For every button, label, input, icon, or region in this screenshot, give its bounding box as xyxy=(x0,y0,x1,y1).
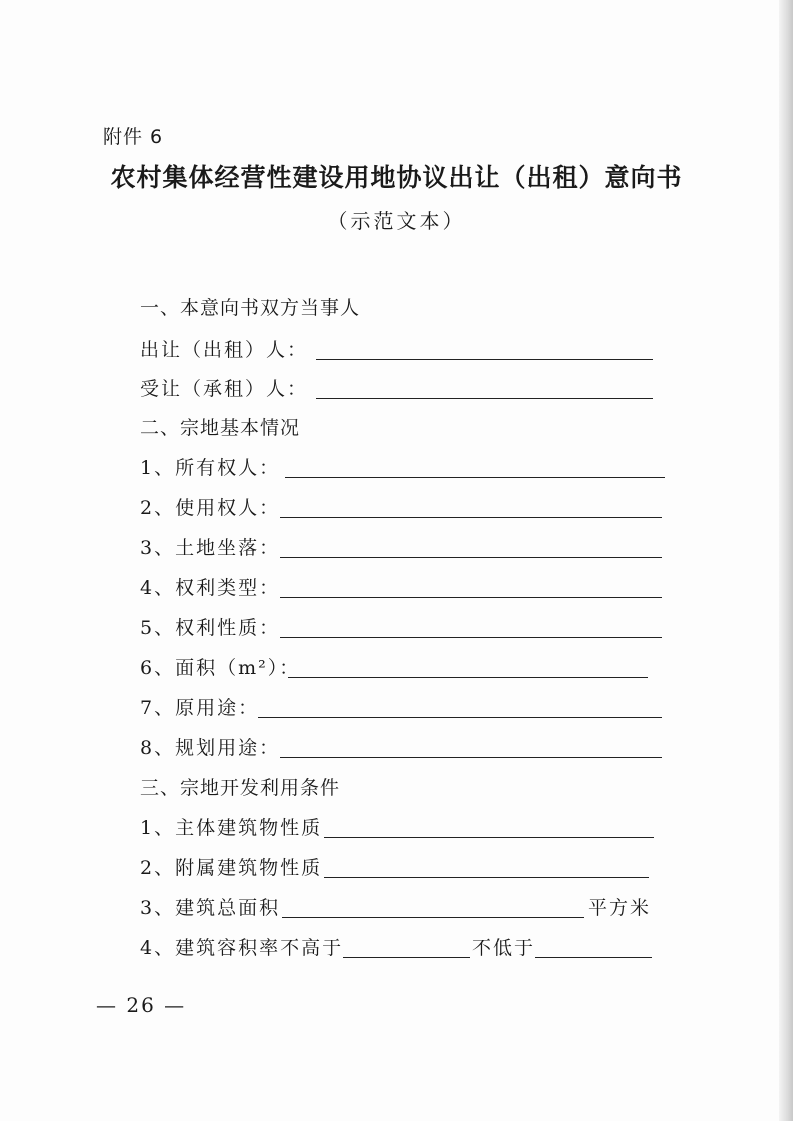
document-title: 农村集体经营性建设用地协议出让（出租）意向书 xyxy=(110,163,683,192)
page-number: — 26 — xyxy=(96,993,187,1017)
main-building-input-line[interactable] xyxy=(324,837,654,838)
plot-ratio-max-input-line[interactable] xyxy=(343,957,470,958)
field-label-right-nature: 5、权利性质： xyxy=(140,617,281,639)
field-label-right-type: 4、权利类型： xyxy=(140,577,281,599)
field-label-plot-ratio-min: 不低于 xyxy=(472,937,536,959)
unit-square-meters: 平方米 xyxy=(588,897,652,919)
original-use-input-line[interactable] xyxy=(258,717,662,718)
grantor-input-line[interactable] xyxy=(316,359,653,360)
user-input-line[interactable] xyxy=(280,517,662,518)
right-type-input-line[interactable] xyxy=(280,597,662,598)
field-label-ancillary-building: 2、附属建筑物性质 xyxy=(140,857,323,879)
field-label-grantor: 出让（出租）人： xyxy=(140,339,309,361)
field-label-main-building: 1、主体建筑物性质 xyxy=(140,817,323,839)
grantee-input-line[interactable] xyxy=(316,398,653,399)
field-label-plot-ratio-max: 4、建筑容积率不高于 xyxy=(140,937,344,959)
field-label-owner: 1、所有权人： xyxy=(140,457,281,479)
ancillary-building-input-line[interactable] xyxy=(324,877,649,878)
planned-use-input-line[interactable] xyxy=(280,757,662,758)
total-floor-area-input-line[interactable] xyxy=(282,917,584,918)
section-heading-parcel-info: 二、宗地基本情况 xyxy=(140,417,301,439)
plot-ratio-min-input-line[interactable] xyxy=(535,957,652,958)
field-label-location: 3、土地坐落： xyxy=(140,537,281,559)
right-nature-input-line[interactable] xyxy=(280,637,662,638)
attachment-label: 附件 6 xyxy=(103,126,164,148)
field-label-planned-use: 8、规划用途： xyxy=(140,737,281,759)
owner-input-line[interactable] xyxy=(285,477,665,478)
field-label-grantee: 受让（承租）人： xyxy=(140,378,309,400)
location-input-line[interactable] xyxy=(280,557,662,558)
area-input-line[interactable] xyxy=(288,677,648,678)
field-label-total-floor-area: 3、建筑总面积 xyxy=(140,897,281,919)
section-heading-development: 三、宗地开发利用条件 xyxy=(140,777,341,799)
field-label-user: 2、使用权人： xyxy=(140,497,281,519)
section-heading-parties: 一、本意向书双方当事人 xyxy=(140,297,361,319)
field-label-area: 6、面积（m²）： xyxy=(140,657,301,679)
document-subtitle: （示范文本） xyxy=(327,209,466,233)
field-label-original-use: 7、原用途： xyxy=(140,697,260,719)
